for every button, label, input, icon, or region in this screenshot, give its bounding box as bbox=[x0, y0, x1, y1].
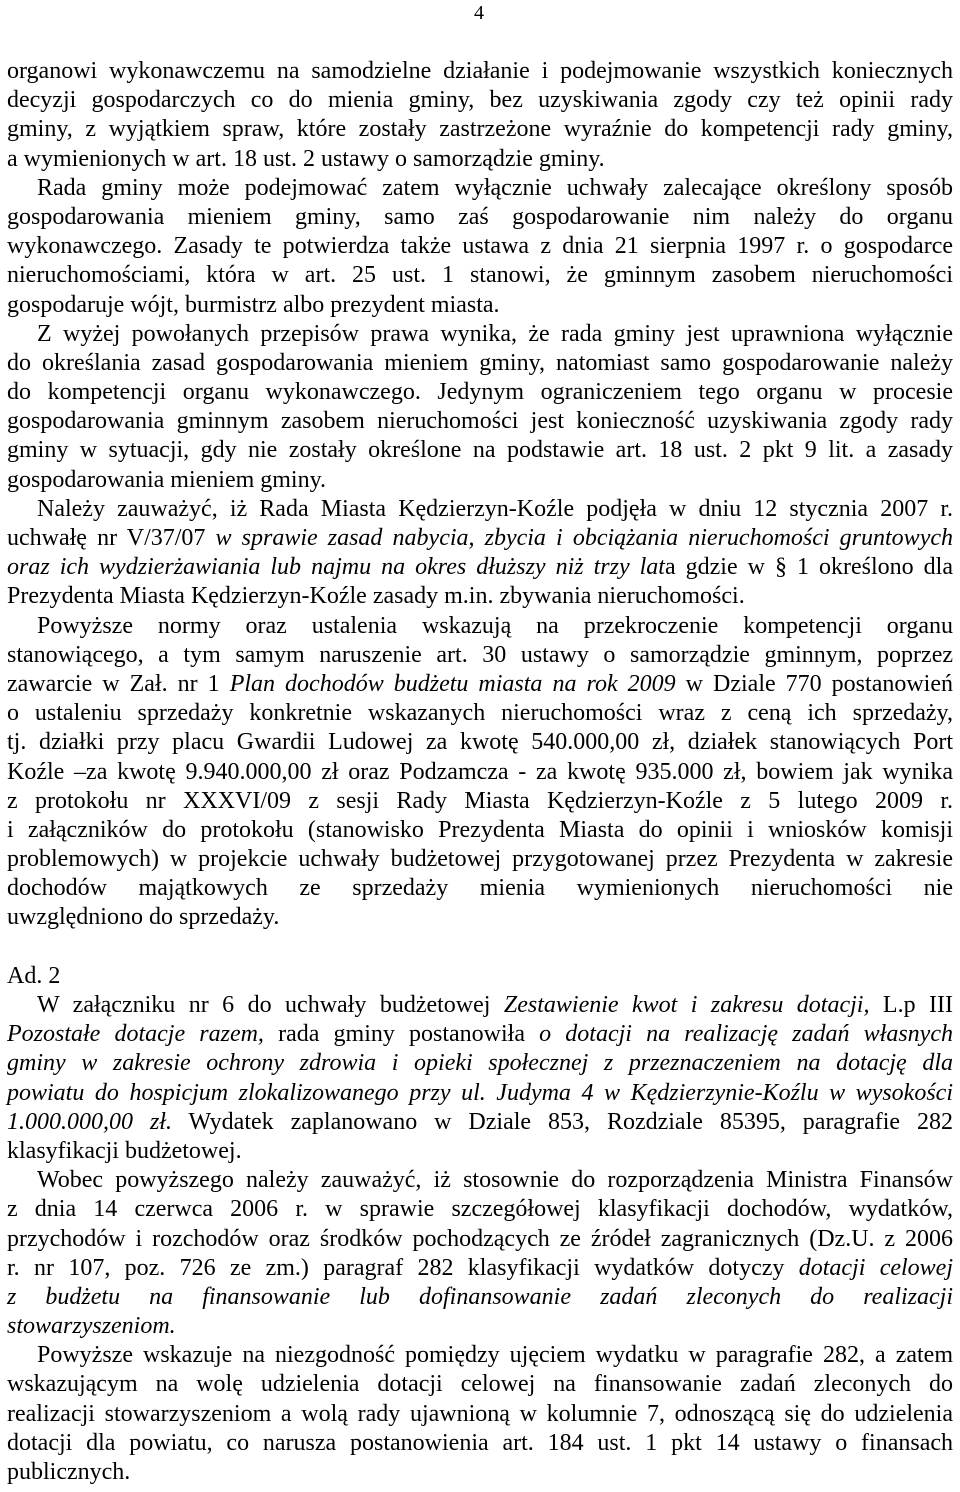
text-line: wskazującym na wolę udzielenia dotacji celowej na finansowanie zadań zleconych do bbox=[7, 1371, 953, 1398]
italic-text: dotacji celowej bbox=[798, 1254, 954, 1281]
text-line: dotacji dla powiatu, co narusza postanowienia art. 184 ust. 1 pkt 14 ustawy o finansach bbox=[7, 1429, 953, 1456]
italic-text: Zestawienie kwot i zakresu dotacji, bbox=[503, 992, 870, 1018]
text-line: klasyfikacji budżetowej. bbox=[7, 1137, 242, 1164]
text-line: gospodarowania mieniem gminy. bbox=[7, 466, 327, 493]
text-line: Z wyżej powołanych przepisów prawa wynika, że rada gminy jest uprawniona wyłącznie bbox=[37, 320, 953, 347]
italic-text: oraz ich wydzierżawiania lub najmu na okres dłuższy niż trzy lat bbox=[7, 554, 665, 581]
text-line: gminy, z wyjątkiem spraw, które zostały zastrzeżone wyraźnie do kompetencji rady gminy, bbox=[7, 116, 953, 143]
text-run: zawarcie w Zał. nr 1 bbox=[7, 670, 230, 697]
text-line: z dnia 14 czerwca 2006 r. w sprawie szczegółowej klasyfikacji dochodów, wydatków, bbox=[7, 1196, 953, 1223]
text-line: z budżetu na finansowanie lub dofinansowanie zadań zleconych do realizacji bbox=[7, 1283, 953, 1310]
text-line bbox=[7, 553, 953, 582]
text-run: w Dziale 770 postanowień bbox=[675, 670, 953, 697]
text-line: Należy zauważyć, iż Rada Miasta Kędzierzyn-Koźle podjęła w dniu 12 stycznia 2007 r. bbox=[37, 495, 953, 522]
text-line bbox=[7, 991, 953, 1020]
text-run: rada gminy postanowiła bbox=[263, 1021, 540, 1048]
paragraph bbox=[7, 495, 953, 612]
text-line: realizacji stowarzyszeniom a wolą rady ujawnioną w kolumnie 7, odnoszącą się do udzielenia bbox=[7, 1400, 953, 1427]
paragraph bbox=[7, 174, 953, 320]
text-line: gospodaruje wójt, burmistrz albo prezydent miasta. bbox=[7, 291, 500, 318]
text-line: gospodarowania mieniem gminy, samo zaś gospodarowanie nim należy do organu bbox=[7, 203, 953, 230]
text-line: Powyższe normy oraz ustalenia wskazują na przekroczenie kompetencji organu bbox=[37, 612, 953, 639]
paragraph bbox=[7, 991, 953, 1166]
paragraph bbox=[7, 1341, 953, 1487]
text-line: uwzględniono do sprzedaży. bbox=[7, 904, 280, 931]
italic-text: 1.000.000,00 zł. bbox=[7, 1108, 172, 1135]
text-line: Wobec powyższego należy zauważyć, iż stosownie do rozporządzenia Ministra Finansów bbox=[37, 1167, 953, 1194]
paragraph bbox=[7, 1166, 953, 1341]
text-line: gminy w zakresie ochrony zdrowia i opieki społecznej z przeznaczeniem na dotację dla bbox=[7, 1050, 953, 1077]
text-line: Rada gminy może podejmować zatem wyłącznie uchwały zalecające określony sposób bbox=[37, 174, 953, 201]
text-run: L.p III bbox=[869, 992, 953, 1018]
text-line bbox=[7, 1254, 953, 1283]
blank-line bbox=[7, 933, 953, 962]
paragraph bbox=[7, 612, 953, 933]
section-heading: Ad. 2 bbox=[7, 962, 61, 989]
text-line: przychodów i rozchodów oraz środków pochodzących ze źródeł zagranicznych (Dz.U. z 2006 bbox=[7, 1225, 953, 1252]
text-line: Prezydenta Miasta Kędzierzyn-Koźle zasady m.in. zbywania nieruchomości. bbox=[7, 583, 745, 610]
paragraph bbox=[7, 57, 953, 174]
text-line: Powyższe wskazuje na niezgodność pomiędzy ujęciem wydatku w paragrafie 282, a zatem bbox=[37, 1342, 953, 1369]
text-line: wykonawczego. Zasady te potwierdza także ustawa z dnia 21 sierpnia 1997 r. o gospodarce bbox=[7, 233, 953, 260]
italic-text: Pozostałe dotacje razem, bbox=[7, 1021, 264, 1048]
text-line bbox=[7, 670, 953, 699]
text-line: stanowiącego, a tym samym naruszenie art. 30 ustawy o samorządzie gminnym, poprzez bbox=[7, 641, 953, 668]
text-line: do określania zasad gospodarowania mieniem gminy, natomiast samo gospodarowanie należy bbox=[7, 349, 953, 376]
page-number: 4 bbox=[474, 2, 484, 24]
text-run: W załączniku nr 6 do uchwały budżetowej bbox=[37, 992, 504, 1018]
text-line: powiatu do hospicjum zlokalizowanego przy ul. Judyma 4 w Kędzierzynie-Koźlu w wysokości bbox=[7, 1079, 953, 1106]
text-line: stowarzyszeniom. bbox=[7, 1313, 176, 1340]
text-run: r. nr 107, poz. 726 ze zm.) paragraf 282 klasyfikacji wydatków dotyczy bbox=[7, 1254, 799, 1281]
italic-text: Plan dochodów budżetu miasta na rok 2009 bbox=[229, 670, 676, 697]
text-line: dochodów majątkowych ze sprzedaży mienia wymienionych nieruchomości nie bbox=[7, 875, 953, 902]
text-line bbox=[7, 524, 953, 553]
text-line: i załączników do protokołu (stanowisko Prezydenta Miasta do opinii i wniosków komisji bbox=[7, 816, 953, 843]
text-line: do kompetencji organu wykonawczego. Jedynym ograniczeniem tego organu w procesie bbox=[7, 379, 953, 406]
text-line: z protokołu nr XXXVI/09 z sesji Rady Miasta Kędzierzyn-Koźle z 5 lutego 2009 r. bbox=[7, 787, 953, 814]
text-line: gminy w sytuacji, gdy nie zostały określone na podstawie art. 18 ust. 2 pkt 9 lit. a zasady bbox=[7, 437, 953, 464]
text-run: Wydatek zaplanowano w Dziale 853, Rozdziale 85395, paragrafie 282 bbox=[171, 1108, 953, 1135]
text-line: a wymienionych w art. 18 ust. 2 ustawy o samorządzie gminy. bbox=[7, 145, 605, 172]
text-line: nieruchomościami, która w art. 25 ust. 1 stanowi, że gminnym zasobem nieruchomości bbox=[7, 262, 953, 289]
text-line: problemowych) w projekcie uchwały budżetowej przygotowanej przez Prezydenta w zakresie bbox=[7, 846, 953, 873]
document-body bbox=[7, 57, 953, 1487]
text-line: decyzji gospodarczych co do mienia gminy, bez uzyskiwania zgody czy też opinii rady bbox=[7, 87, 953, 114]
text-line: Koźle –za kwotę 9.940.000,00 zł oraz Podzamcza - za kwotę 935.000 zł, bowiem jak wynika bbox=[7, 758, 953, 785]
text-line: gospodarowania gminnym zasobem nieruchomości jest konieczność uzyskiwania zgody rady bbox=[7, 408, 953, 435]
text-run: uchwałę nr V/37/07 bbox=[7, 525, 216, 551]
text-line bbox=[7, 1108, 953, 1137]
text-run: a gdzie w § 1 określono dla bbox=[664, 554, 953, 581]
paragraph bbox=[7, 320, 953, 495]
text-line bbox=[7, 1020, 953, 1049]
text-line: organowi wykonawczemu na samodzielne działanie i podejmowanie wszystkich koniecznych bbox=[7, 58, 953, 84]
italic-text: w sprawie zasad nabycia, zbycia i obciążania nieruchomości gruntowych bbox=[215, 525, 953, 551]
text-line: publicznych. bbox=[7, 1459, 131, 1485]
italic-text: o dotacji na realizację zadań własnych bbox=[539, 1021, 953, 1048]
text-line: o ustaleniu sprzedaży konkretnie wskazanych nieruchomości wraz z ceną ich sprzedaży, bbox=[7, 700, 953, 727]
text-line: tj. działki przy placu Gwardii Ludowej za kwotę 540.000,00 zł, działek stanowiących Port bbox=[7, 729, 953, 756]
